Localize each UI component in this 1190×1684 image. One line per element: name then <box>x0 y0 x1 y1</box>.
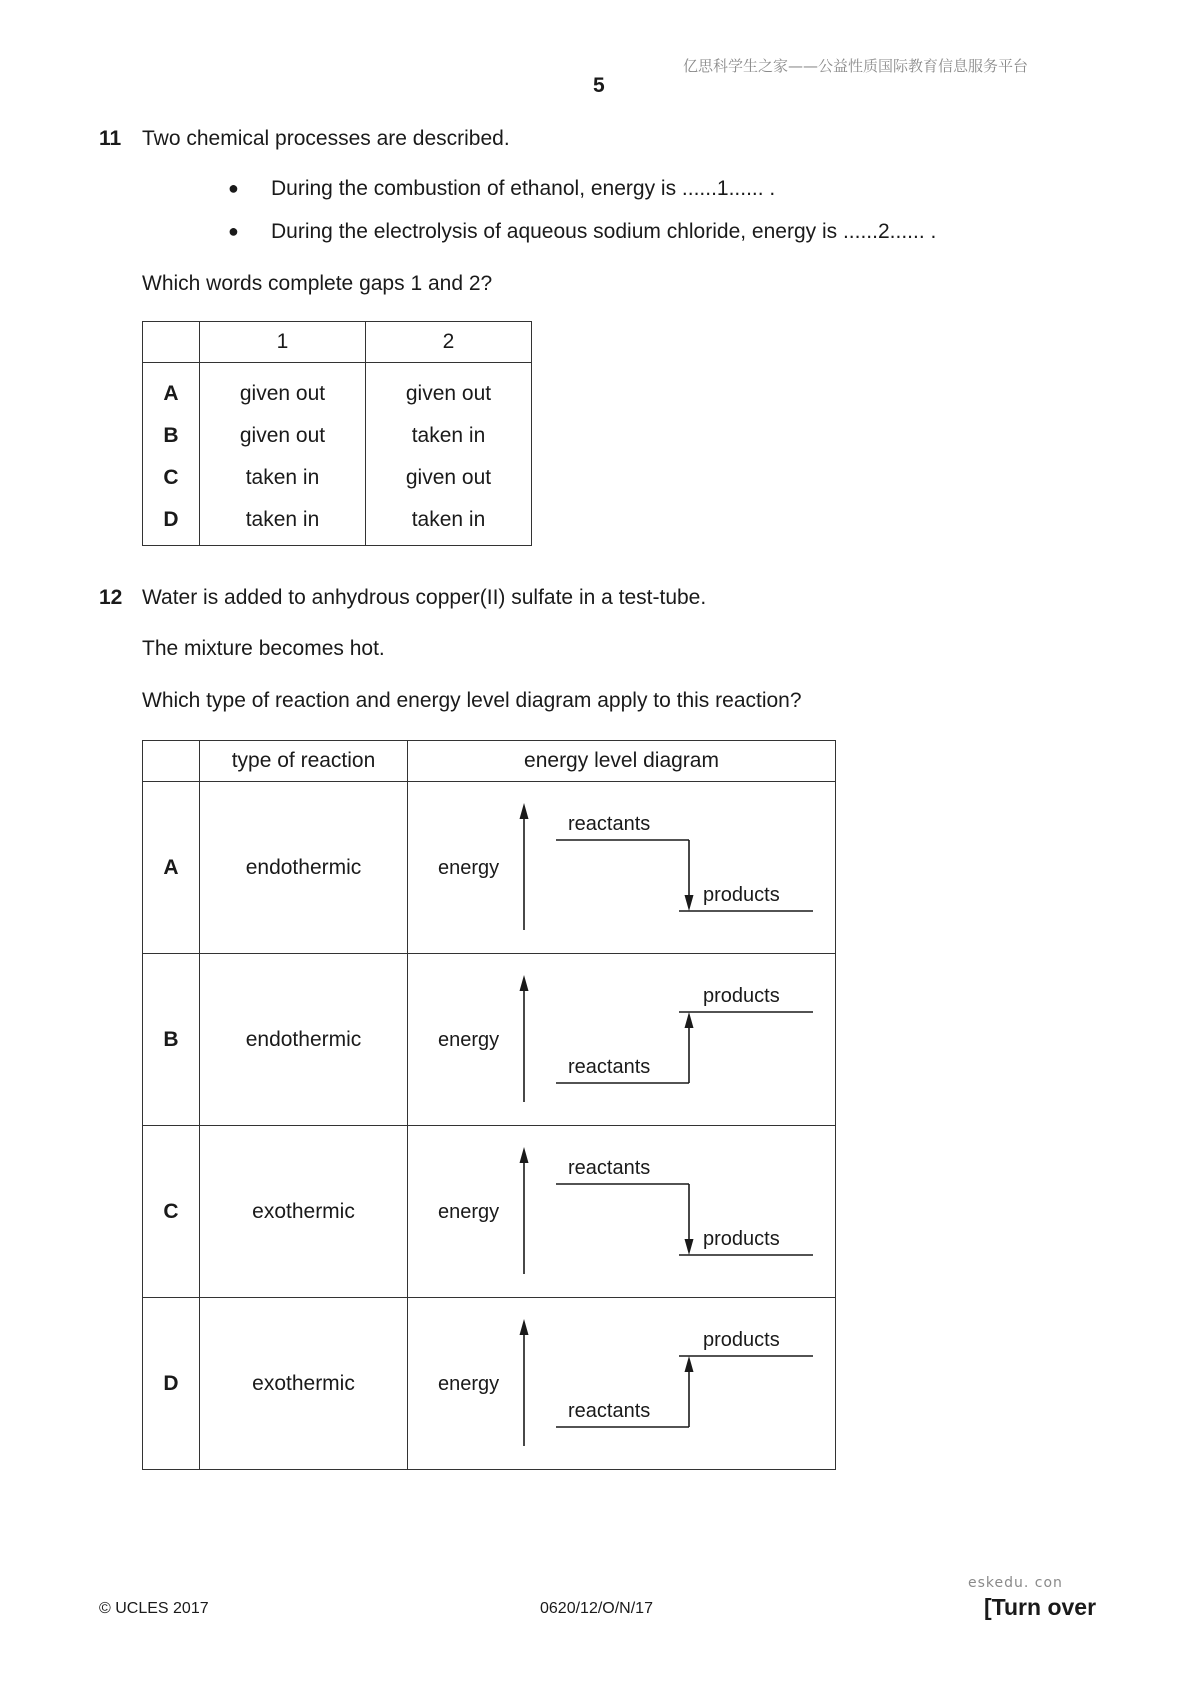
gap1-cell: taken in <box>200 499 366 546</box>
energy-diagram <box>408 1298 836 1470</box>
reaction-type: endothermic <box>200 954 408 1126</box>
page-number: 5 <box>593 74 605 97</box>
energy-level-diagram <box>408 954 835 1125</box>
reaction-type: exothermic <box>200 1298 408 1470</box>
lower-level-label: products <box>703 884 780 906</box>
table-header-row <box>143 322 532 363</box>
table-row <box>143 1126 836 1298</box>
table-row <box>143 954 836 1126</box>
option-letter: B <box>143 954 200 1126</box>
energy-axis-label: energy <box>438 1373 500 1395</box>
upper-level-label: products <box>703 1329 780 1351</box>
header-cell <box>143 741 200 782</box>
energy-level-diagram <box>408 1126 835 1297</box>
gap1-cell: given out <box>200 415 366 457</box>
bullet-icon: ● <box>228 221 239 241</box>
energy-axis-arrowhead <box>520 1319 529 1335</box>
option-letter: A <box>143 363 200 416</box>
gap1-cell: given out <box>200 363 366 416</box>
table-row <box>143 415 532 457</box>
table-header-row <box>143 741 836 782</box>
gap2-cell: taken in <box>366 499 532 546</box>
table-row <box>143 1298 836 1470</box>
table-row <box>143 457 532 499</box>
energy-axis-arrowhead <box>520 803 529 819</box>
energy-diagram <box>408 1126 836 1298</box>
upper-level-label: products <box>703 985 780 1007</box>
gap2-cell: given out <box>366 363 532 416</box>
lower-level-label: products <box>703 1228 780 1250</box>
header-cell: 1 <box>200 322 366 363</box>
header-cell: energy level diagram <box>408 741 836 782</box>
energy-axis-label: energy <box>438 1029 500 1051</box>
energy-level-diagram <box>408 782 835 953</box>
q12-number: 12 <box>99 586 123 609</box>
gap1-cell: taken in <box>200 457 366 499</box>
gap2-cell: taken in <box>366 415 532 457</box>
option-letter: A <box>143 782 200 954</box>
energy-change-arrowhead <box>685 1239 694 1255</box>
energy-change-arrowhead <box>685 1356 694 1372</box>
table-row <box>143 499 532 546</box>
q11-number: 11 <box>99 127 122 150</box>
energy-diagram <box>408 782 836 954</box>
option-letter: B <box>143 415 200 457</box>
q11-intro: Two chemical processes are described. <box>142 127 510 150</box>
copyright: © UCLES 2017 <box>99 1600 209 1617</box>
header-cell: 2 <box>366 322 532 363</box>
option-letter: D <box>143 499 200 546</box>
energy-axis-arrowhead <box>520 975 529 991</box>
option-letter: C <box>143 457 200 499</box>
q12-line1: Water is added to anhydrous copper(II) sulfate in a test-tube. <box>142 586 707 609</box>
energy-change-arrowhead <box>685 895 694 911</box>
energy-change-arrowhead <box>685 1012 694 1028</box>
energy-axis-arrowhead <box>520 1147 529 1163</box>
energy-diagram <box>408 954 836 1126</box>
turn-over: [Turn over <box>984 1594 1097 1620</box>
lower-level-label: reactants <box>568 1400 651 1422</box>
reaction-type: exothermic <box>200 1126 408 1298</box>
q11-question: Which words complete gaps 1 and 2? <box>142 272 493 295</box>
lower-level-label: reactants <box>568 1056 651 1078</box>
energy-axis-label: energy <box>438 1201 500 1223</box>
table-row <box>143 363 532 416</box>
gap2-cell: given out <box>366 457 532 499</box>
energy-axis-label: energy <box>438 857 500 879</box>
upper-level-label: reactants <box>568 813 651 835</box>
header-watermark: 亿思科学生之家——公益性质国际教育信息服务平台 <box>683 57 1029 75</box>
energy-level-diagram <box>408 1298 835 1469</box>
footer-watermark: eskedu. con <box>968 1575 1063 1591</box>
header-cell <box>143 322 200 363</box>
q12-line2: The mixture becomes hot. <box>142 637 385 660</box>
table-row <box>143 782 836 954</box>
q11-bullet-1: During the combustion of ethanol, energy is ......1...... . <box>271 177 776 200</box>
q11-answer-table <box>142 321 532 546</box>
upper-level-label: reactants <box>568 1157 651 1179</box>
paper-code: 0620/12/O/N/17 <box>540 1600 653 1617</box>
option-letter: C <box>143 1126 200 1298</box>
option-letter: D <box>143 1298 200 1470</box>
header-cell: type of reaction <box>200 741 408 782</box>
q11-bullet-2: During the electrolysis of aqueous sodium chloride, energy is ......2...... . <box>271 220 937 243</box>
q12-answer-table <box>142 740 836 1470</box>
q12-question: Which type of reaction and energy level diagram apply to this reaction? <box>142 689 802 712</box>
reaction-type: endothermic <box>200 782 408 954</box>
bullet-icon: ● <box>228 178 239 198</box>
